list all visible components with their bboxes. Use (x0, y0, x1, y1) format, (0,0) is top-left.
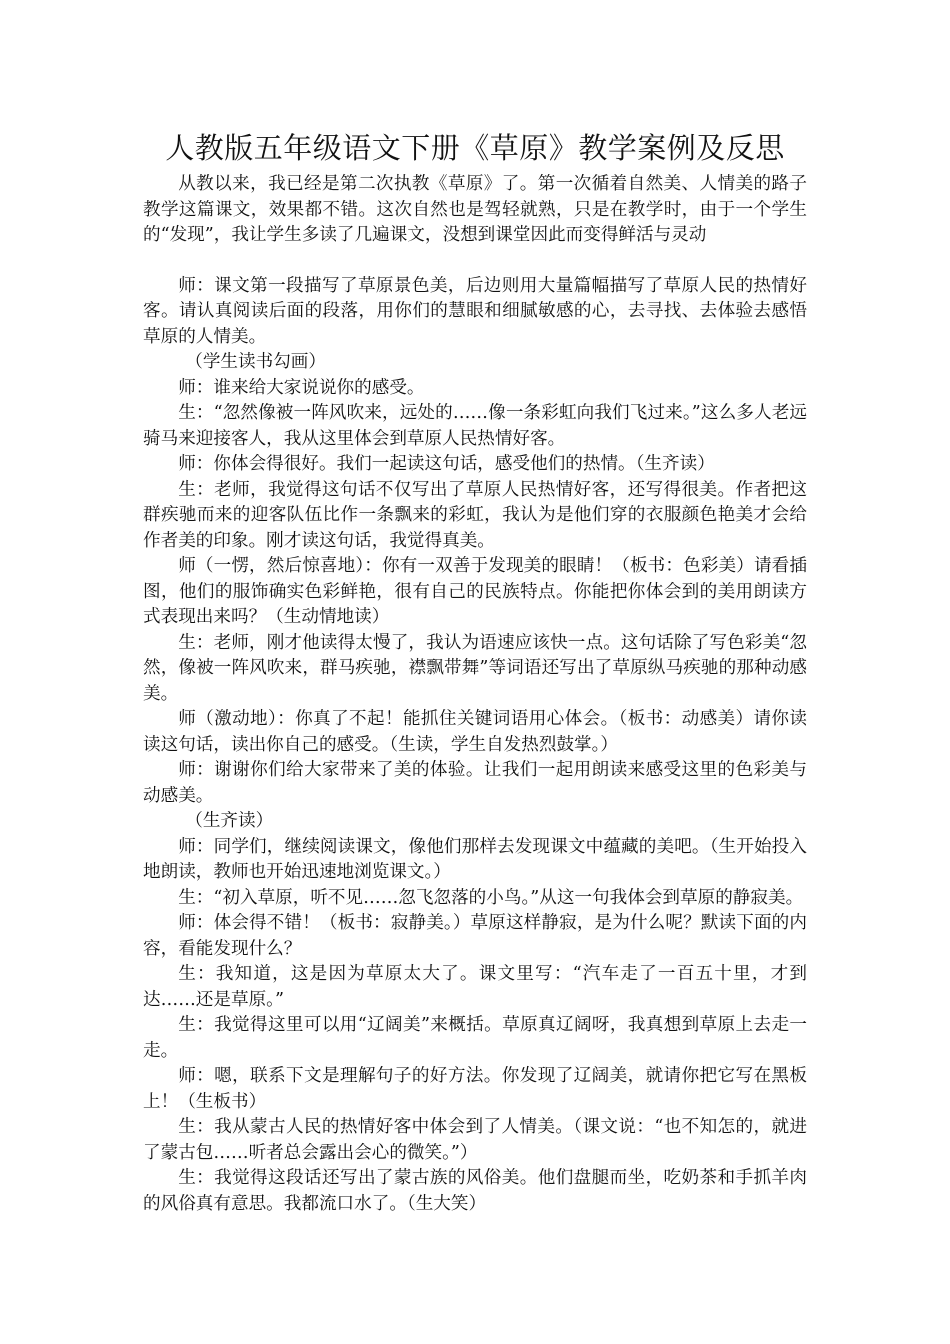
paragraph: 师：课文第一段描写了草原景色美，后边则用大量篇幅描写了草原人民的热情好客。请认真阅读后面的段落，用你们的慧眼和细腻敏感的心，去寻找、去体验去感悟草原的人情美。 (143, 275, 807, 347)
paragraph: 生：老师，我觉得这句话不仅写出了草原人民热情好客，还写得很美。作者把这群疾驰而来的迎客队伍比作一条飘来的彩虹，我认为是他们穿的衣服颜色艳美才会给作者美的印象。刚才读这句话，我觉得真美。 (143, 479, 807, 551)
document-body (143, 172, 807, 1217)
paragraph: 生：我觉得这段话还写出了蒙古族的风俗美。他们盘腿而坐，吃奶茶和手抓羊肉的风俗真有意思。我都流口水了。（生大笑） (143, 1168, 807, 1214)
paragraph: 师：谁来给大家说说你的感受。 (178, 377, 425, 398)
paragraph: （生齐读） (185, 811, 274, 831)
paragraph: 生：“忽然像被一阵风吹来，远处的……像一条彩虹向我们飞过来。”这么多人老远骑马来迎接客人，我从这里体会到草原人民热情好客。 (143, 403, 807, 449)
paragraph: 师：体会得不错！（板书：寂静美。）草原这样静寂，是为什么呢？默读下面的内容，看能发现什么？ (143, 913, 807, 959)
paragraph: 生：老师，刚才他读得太慢了，我认为语速应该快一点。这句话除了写色彩美“忽然，像被一阵风吹来，群马疾驰，襟飘带舞”等词语还写出了草原纵马疾驰的那种动感美。 (143, 632, 807, 704)
paragraph: 师：你体会得很好。我们一起读这句话，感受他们的热情。（生齐读） (178, 454, 715, 474)
paragraph: 师：谢谢你们给大家带来了美的体验。让我们一起用朗读来感受这里的色彩美与动感美。 (143, 760, 807, 806)
document-title: 人教版五年级语文下册《草原》教学案例及反思 (165, 131, 785, 165)
paragraph: 生：我知道，这是因为草原太大了。课文里写：“汽车走了一百五十里，才到达……还是草原。” (143, 964, 807, 1010)
paragraph: 师（激动地）：你真了不起！能抓住关键词语用心体会。（板书：动感美）请你读读这句话，读出你自己的感受。（生读，学生自发热烈鼓掌。） (143, 709, 807, 755)
paragraph: （学生读书勾画） (185, 352, 326, 372)
paragraph: 师：同学们，继续阅读课文，像他们那样去发现课文中蕴藏的美吧。（生开始投入地朗读，教师也开始迅速地浏览课文。） (143, 836, 807, 882)
paragraph: 师（一愣，然后惊喜地）：你有一双善于发现美的眼睛！（板书：色彩美）请看插图，他们的服饰确实色彩鲜艳，很有自己的民族特点。你能把你体会到的美用朗读方式表现出来吗？（生动情地读） (143, 556, 807, 627)
document-page (143, 128, 807, 1217)
paragraph: 从教以来，我已经是第二次执教《草原》了。第一次循着自然美、人情美的路子教学这篇课文，效果都不错。这次自然也是驾轻就熟，只是在教学时，由于一个学生的“发现”，我让学生多读了几遍课文，没想到课堂因此而变得鲜活与灵动 (143, 174, 807, 245)
paragraph: 生：“初入草原，听不见……忽飞忽落的小鸟。”从这一句我体会到草原的静寂美。 (178, 887, 804, 908)
paragraph: 师：嗯，联系下文是理解句子的好方法。你发现了辽阔美，就请你把它写在黑板上！（生板书） (143, 1066, 807, 1112)
paragraph: 生：我从蒙古人民的热情好客中体会到了人情美。（课文说：“也不知怎的，就进了蒙古包……听者总会露出会心的微笑。”） (143, 1117, 807, 1163)
paragraph: 生：我觉得这里可以用“辽阔美”来概括。草原真辽阔呀，我真想到草原上去走一走。 (143, 1015, 807, 1061)
